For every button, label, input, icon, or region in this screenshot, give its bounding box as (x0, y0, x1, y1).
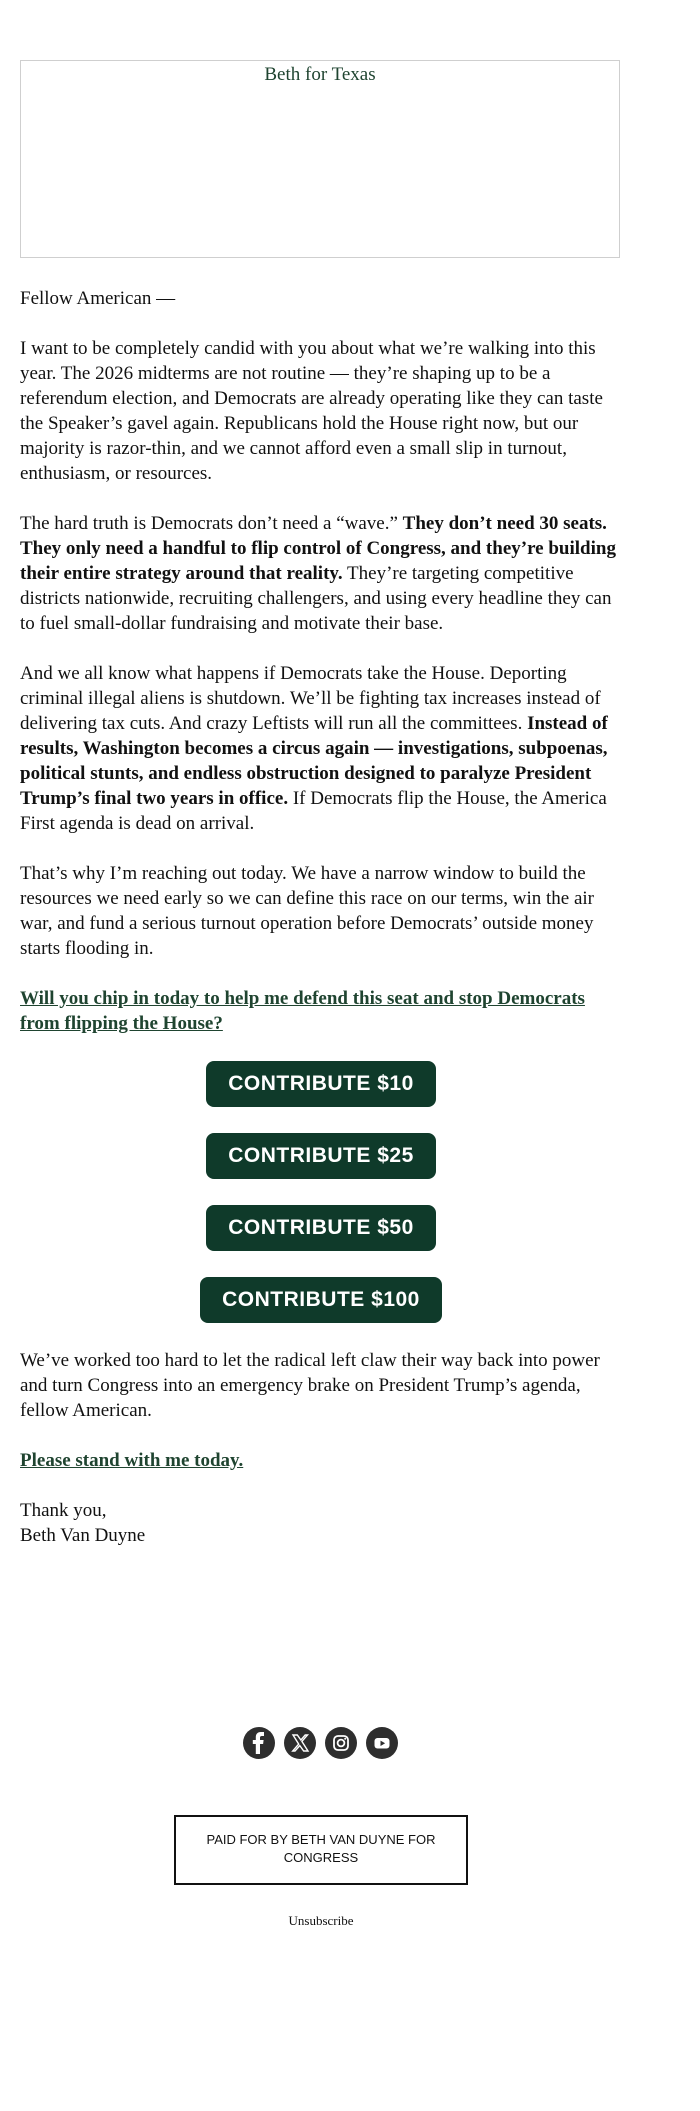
paragraph-3-text-b: If Democrats flip the House, the America First agenda is dead on arrival. (20, 788, 607, 834)
paid-for-disclaimer: PAID FOR BY BETH VAN DUYNE FOR CONGRESS (174, 1815, 468, 1885)
paragraph-1: I want to be completely candid with you about what we’re walking into this year. The 2026 midterms are not routine — they’re shaping up to be a referendum election, and Democrats are already operating like they can taste the Speaker’s gavel again. Republicans hold the House right now, but our majority is razor-thin, and we cannot afford even a small slip in turnout, enthusiasm, or resources. (20, 338, 603, 484)
signature: Beth Van Duyne (20, 1525, 146, 1546)
paragraph-3 (20, 661, 622, 836)
paragraph-2-text-a: The hard truth is Democrats don’t need a “wave.” (20, 513, 403, 534)
contribute-25-button[interactable]: CONTRIBUTE $25 (206, 1133, 436, 1179)
paragraph-3-text-a: And we all know what happens if Democrats take the House. Deporting criminal illegal aliens is shutdown. We’ll be fighting tax increases instead of delivering tax cuts. And crazy Leftists will run all the committees. (20, 663, 601, 734)
unsubscribe-link[interactable]: Unsubscribe (288, 1913, 354, 1928)
social-links (243, 1727, 359, 1761)
paragraph-2 (20, 511, 622, 636)
x-icon[interactable] (284, 1727, 316, 1759)
greeting: Fellow American — (20, 288, 176, 309)
header-image-alt: Beth for Texas (264, 64, 376, 85)
instagram-icon[interactable] (325, 1727, 357, 1759)
signoff: Thank you, (20, 1500, 107, 1521)
header-image (20, 60, 620, 258)
contribute-10-button[interactable]: CONTRIBUTE $10 (206, 1061, 436, 1107)
paragraph-2-bold: They don’t need 30 seats. They only need a handful to flip control of Congress, and they’re building their entire strategy around that reality. (20, 513, 616, 584)
paragraph-2-text-b: They’re targeting competitive districts nationwide, recruiting challengers, and using every headline they can to fuel small-dollar fundraising and motivate their base. (20, 563, 612, 634)
stand-with-me-link[interactable]: Please stand with me today. (20, 1450, 244, 1471)
facebook-icon[interactable] (243, 1727, 275, 1759)
email-body (20, 0, 622, 1548)
contribute-50-button[interactable]: CONTRIBUTE $50 (206, 1205, 436, 1251)
paragraph-5: We’ve worked too hard to let the radical left claw their way back into power and turn Congress into an emergency brake on President Trump’s agenda, fellow American. (20, 1350, 600, 1421)
youtube-icon[interactable] (366, 1727, 398, 1759)
ask-link[interactable]: Will you chip in today to help me defend this seat and stop Democrats from flipping the House? (20, 988, 585, 1034)
paragraph-4: That’s why I’m reaching out today. We have a narrow window to build the resources we need early so we can define this race on our terms, win the air war, and fund a serious turnout operation before Democrats’ outside money starts flooding in. (20, 863, 594, 959)
contribute-100-button[interactable]: CONTRIBUTE $100 (200, 1277, 442, 1323)
paragraph-3-bold: Instead of results, Washington becomes a circus again — investigations, subpoenas, political stunts, and endless obstruction designed to paralyze President Trump’s final two years in office. (20, 713, 608, 809)
